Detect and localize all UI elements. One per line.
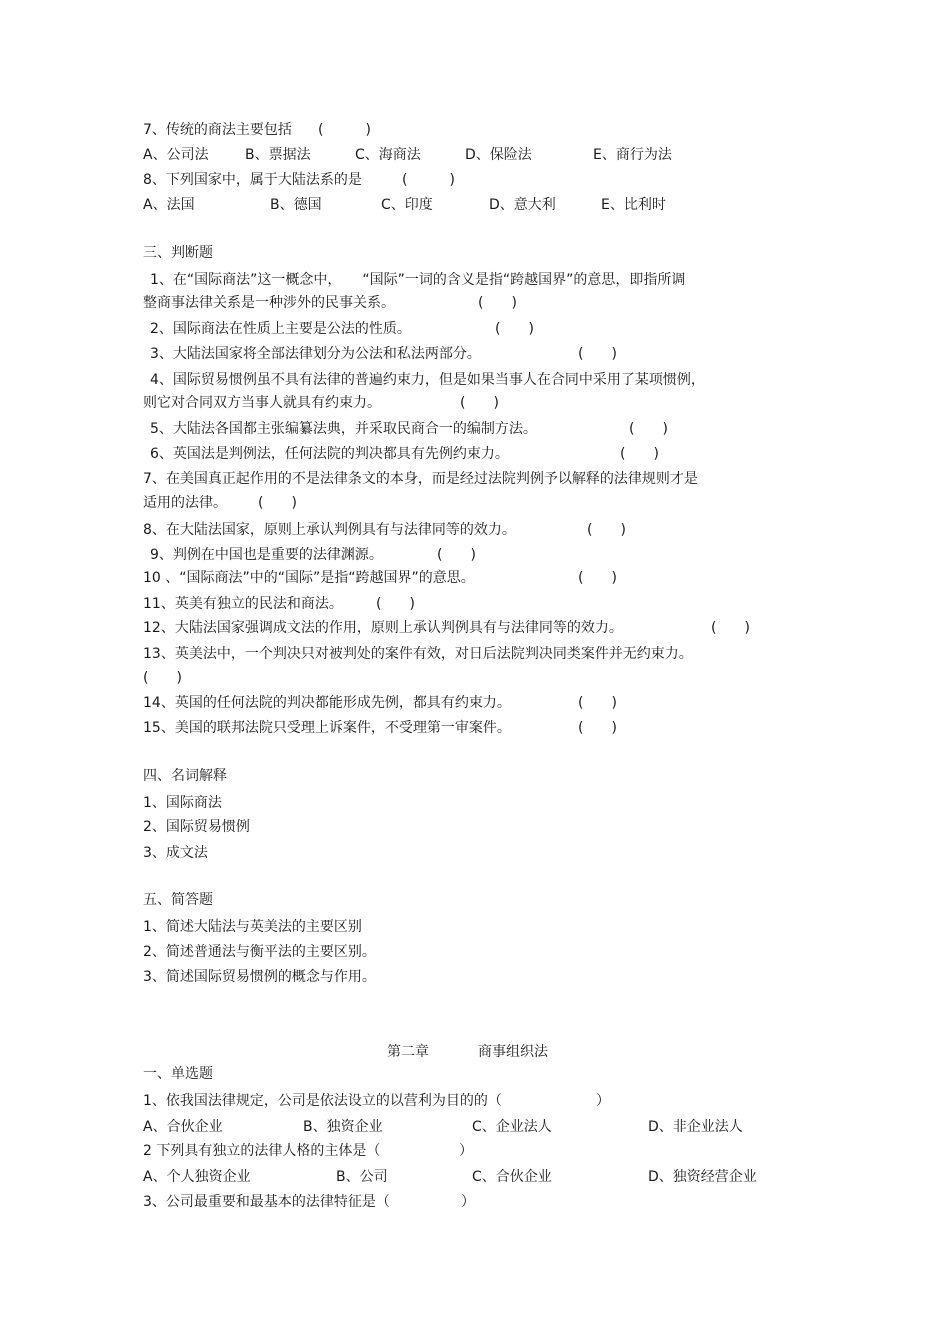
ch2-q2-text: 2 下列具有独立的法律人格的主体是（ (143, 1143, 381, 1159)
judge-item-5: 5、大陆法各国都主张编纂法典，并采取民商合一的编制方法。 (150, 421, 537, 437)
mc-q7-option-e: E、商行为法 (593, 147, 672, 163)
judge-item-13-paren: ( ) (143, 670, 182, 686)
ch2-q2-close: ） (459, 1143, 473, 1159)
judge-item-2-paren: ( ) (495, 321, 534, 337)
judge-item-3-paren: ( ) (578, 346, 617, 362)
ch2-mc-heading: 一、单选题 (143, 1066, 213, 1082)
ch2-q3-text: 3、公司最重要和最基本的法律特征是（ (143, 1194, 390, 1210)
judge-heading: 三、判断题 (143, 245, 213, 261)
mc-q7-option-b: B、票据法 (245, 147, 311, 163)
mc-q7-option-a: A、公司法 (143, 147, 209, 163)
short-item-1: 1、简述大陆法与英美法的主要区别 (143, 919, 362, 935)
judge-item-3: 3、大陆法国家将全部法律划分为公法和私法两部分。 (150, 346, 481, 362)
terms-item-2: 2、国际贸易惯例 (143, 819, 250, 835)
chapter-number: 第二章 (387, 1044, 429, 1060)
short-item-2: 2、简述普通法与衡平法的主要区别。 (143, 944, 376, 960)
mc-q8-text: 8、下列国家中，属于大陆法系的是 (143, 172, 362, 188)
judge-item-11-paren: ( ) (376, 596, 415, 612)
ch2-q1-option-d: D、非企业法人 (648, 1119, 743, 1135)
judge-item-10-paren: ( ) (578, 570, 617, 586)
mc-q8-option-a: A、法国 (143, 197, 195, 213)
judge-item-9: 9、判例在中国也是重要的法律渊源。 (150, 547, 383, 563)
judge-item-1-line1: 1、在“国际商法”这一概念中， “国际”一词的含义是指“跨越国界”的意思，即指所调 (150, 272, 686, 288)
judge-item-4-paren: ( ) (460, 395, 499, 411)
mc-q8-option-c: C、印度 (381, 197, 433, 213)
ch2-q1-close: ） (596, 1093, 610, 1109)
mc-q7-text: 7、传统的商法主要包括 (143, 122, 292, 138)
judge-item-15-paren: ( ) (578, 720, 617, 736)
judge-item-6: 6、英国法是判例法，任何法院的判决都具有先例约束力。 (150, 446, 509, 462)
short-item-3: 3、简述国际贸易惯例的概念与作用。 (143, 969, 376, 985)
judge-item-8: 8、在大陆法国家，原则上承认判例具有与法律同等的效力。 (143, 522, 516, 538)
judge-item-14: 14、英国的任何法院的判决都能形成先例，都具有约束力。 (143, 695, 511, 711)
terms-item-1: 1、国际商法 (143, 795, 222, 811)
judge-item-7-paren: ( ) (258, 495, 297, 511)
ch2-q3-close: ） (461, 1194, 475, 1210)
mc-q7-option-c: C、海商法 (355, 147, 421, 163)
mc-q7-paren: ( ) (318, 122, 371, 138)
judge-item-10: 10 、“国际商法”中的“国际”是指“跨越国界”的意思。 (143, 570, 475, 586)
judge-item-1-paren: ( ) (478, 295, 517, 311)
judge-item-13: 13、英美法中，一个判决只对被判处的案件有效，对日后法院判决同类案件并无约束力。 (143, 646, 693, 662)
terms-heading: 四、名词解释 (143, 768, 227, 784)
ch2-q1-text: 1、依我国法律规定，公司是依法设立的以营利为目的的（ (143, 1093, 502, 1109)
ch2-q1-option-b: B、独资企业 (303, 1119, 383, 1135)
judge-item-11: 11、英美有独立的民法和商法。 (143, 596, 343, 612)
judge-item-12-paren: ( ) (711, 620, 750, 636)
terms-item-3: 3、成文法 (143, 845, 208, 861)
mc-q8-option-e: E、比利时 (601, 197, 666, 213)
judge-item-4-line1: 4、国际贸易惯例虽不具有法律的普遍约束力，但是如果当事人在合同中采用了某项惯例， (150, 372, 705, 388)
ch2-q2-option-d: D、独资经营企业 (648, 1169, 757, 1185)
judge-item-15: 15、美国的联邦法院只受理上诉案件，不受理第一审案件。 (143, 720, 511, 736)
ch2-q1-option-a: A、合伙企业 (143, 1119, 223, 1135)
judge-item-8-paren: ( ) (587, 522, 626, 538)
ch2-q2-option-b: B、公司 (336, 1169, 388, 1185)
judge-item-6-paren: ( ) (620, 446, 659, 462)
ch2-q2-option-a: A、个人独资企业 (143, 1169, 251, 1185)
judge-item-14-paren: ( ) (578, 695, 617, 711)
judge-item-5-paren: ( ) (629, 421, 668, 437)
ch2-q1-option-c: C、企业法人 (472, 1119, 552, 1135)
judge-item-1-line2: 整商事法律关系是一种涉外的民事关系。 (143, 295, 395, 311)
mc-q8-option-b: B、德国 (270, 197, 322, 213)
judge-item-9-paren: ( ) (437, 547, 476, 563)
mc-q8-paren: ( ) (402, 172, 455, 188)
mc-q7-option-d: D、保险法 (465, 147, 532, 163)
judge-item-7-line2: 适用的法律。 (143, 495, 227, 511)
ch2-q2-option-c: C、合伙企业 (472, 1169, 552, 1185)
chapter-title: 商事组织法 (478, 1044, 548, 1060)
mc-q8-option-d: D、意大利 (489, 197, 556, 213)
judge-item-2: 2、国际商法在性质上主要是公法的性质。 (150, 321, 411, 337)
short-heading: 五、简答题 (143, 892, 213, 908)
judge-item-7-line1: 7、在美国真正起作用的不是法律条文的本身，而是经过法院判例予以解释的法律规则才是 (143, 471, 698, 487)
judge-item-12: 12、大陆法国家强调成文法的作用，原则上承认判例具有与法律同等的效力。 (143, 620, 623, 636)
judge-item-4-line2: 则它对合同双方当事人就具有约束力。 (143, 395, 381, 411)
